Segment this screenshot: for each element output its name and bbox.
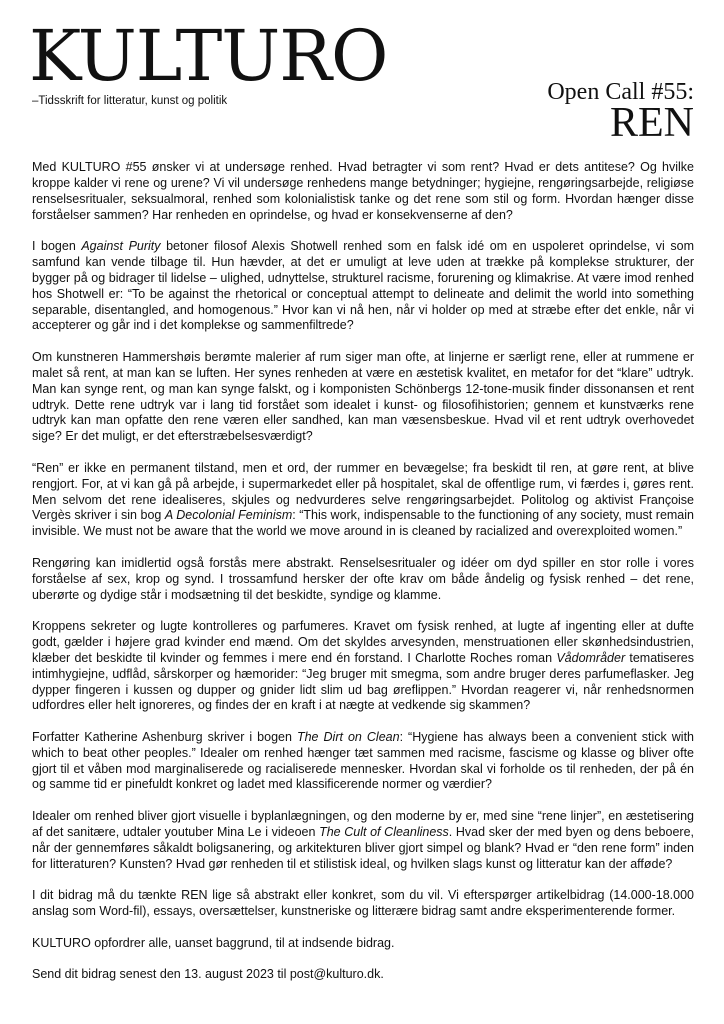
text-segment: Rengøring kan imidlertid også forstås mere abstrakt. Renselsesritualer og idéer om dyd spiller en stor rolle i vores forståelse af sex, krop og synd. I trossamfund hersker der ofte krav om både åndelig og fysisk renhed – det rene, uberørte og dydige står i modsætning til det beskidte, syndige og klamme.: [32, 555, 694, 602]
text-segment: : “Hygiene has always been a convenient stick with which to beat other peoples.” Idealer om renhed hænger tæt sammen med racisme, fascisme og klasse og bliver ofte gjort til et våben mod marginaliserede og racialiserede mennesker. Hvordan skal vi forholde os til renheden, der på én og samme tid er pinefuldt konkret og ladet med klassificerende normer og værdier?: [32, 729, 695, 792]
book-title: Against Purity: [81, 239, 161, 254]
submission-deadline: [32, 967, 694, 983]
text-segment: Kroppens sekreter og lugte kontrolleres og parfumeres. Kravet om fysisk renhed, at lugte af ingenting eller at dufte godt, gælder i højere grad kvinder end mænd. Om det skyldes arvesynden, menstruationen eller skønhedsindustrien, klæber det beskidte til kvinder og femmes i mere end én forstand. I Charlotte Roches roman: [32, 619, 694, 665]
text-segment: Med KULTURO #55 ønsker vi at undersøge renhed. Hvad betragter vi som rent? Hvad er dets antitese? Og hvilke kroppe kalder vi rene og urene? Vi vil undersøge renhedens mange betydninger; hygiejne, rengøringsarbejde, religiøse renselsesritualer, seksualmoral, renhed som kolonialistisk tanke og det rene som stil og form. Hvordan hænger disse forståelser sammen? Har renheden en oprindelse, og hvad er konsekvenserne af den?: [32, 160, 694, 222]
text-segment: “Ren” er ikke en permanent tilstand, men et ord, der rummer en bevægelse; fra beskidt til ren, at gøre rent, at blive rengjort. For, at vi kan gå på arbejde, i supermarkedet eller på hospitalet, skal de offentlige rum, vi færdes i, gøres rent. Men selvom det rene idealiseres, skjules og nedvurderes selve rengøringsarbejdet. Politolog og aktivist Françoise Vergès skriver i sin bog: [32, 460, 694, 523]
text-segment: : “This work, indispensable to the functioning of any society, must remain invisible. We must not be aware that the world we move around in is cleaned by racialized and overexploited women.”: [32, 508, 694, 539]
paragraph: [32, 350, 694, 445]
open-call-theme: REN: [610, 100, 694, 146]
text-segment: Send dit bidrag senest den 13. august 2023 til post@kulturo.dk.: [32, 967, 384, 982]
text-segment: tematiseres intimhygiejne, udflåd, sårskorper og hæmorider: “Jeg bruger mit smegma, som andre bruger deres parfumeflasker. Jeg dypper fingeren i kussen og dupper og gnider lidt slim ud bag øreflippen.” Hvordan reagerer vi, når renhedsnormen udfordres eller helt ignoreres, og findes der en kraft i at nægte at vedkende sig skammen?: [32, 650, 694, 713]
paragraph: [32, 461, 694, 540]
paragraph: [32, 888, 694, 920]
paragraph: [32, 556, 694, 604]
paragraph: [32, 160, 694, 223]
paragraph: [32, 809, 694, 872]
paragraph: [32, 239, 694, 334]
text-segment: KULTURO opfordrer alle, uanset baggrund, til at indsende bidrag.: [32, 935, 395, 950]
video-title: The Cult of Cleanliness: [319, 824, 449, 839]
tagline: –Tidsskrift for litteratur, kunst og politik: [32, 95, 228, 107]
paragraph: [32, 936, 694, 952]
text-segment: Forfatter Katherine Ashenburg skriver i bogen: [32, 729, 297, 744]
book-title: Vådområder: [556, 650, 626, 665]
text-segment: betoner filosof Alexis Shotwell renhed som en falsk idé om en uspoleret oprindelse, vi som samfund kan vende tilbage til. Hun hævder, at det er umuligt at leve uden at trække på komplekse strukturer, der bygger på og bidrager til lidelse – ulighed, udnyttelse, strukturel racisme, forurening og klimakrise. At være imod renhed hos Shotwell er: “To be against the rhetorical or conceptual attempt to delineate and delimit the world into something separable, disentangled, and homogenous.” Hvor kan vi nå hen, når vi holder op med at stræbe efter det enkle, når vi accepterer og går ind i det komplekse og sammenfiltrede?: [32, 239, 694, 333]
body-text: [32, 160, 694, 999]
text-segment: I bogen: [32, 239, 82, 254]
book-title: The Dirt on Clean: [296, 729, 400, 744]
text-segment: . Hvad sker der med byen og dens beboere, når der gennemføres såkaldt boligsanering, og arkitekturen bliver gjort simpel og blank? Hvad er “den rene form” inden for litteraturen? Kunsten? Hvad gør renheden til et stilistisk ideal, og hvilken slags kunst og litteratur kan der afføde?: [32, 824, 694, 871]
text-segment: Idealer om renhed bliver gjort visuelle i byplanlægningen, og den moderne by er, med sine “rene linjer”, en æstetisering af det sanitære, udtaler youtuber Mina Le i videoen: [32, 809, 694, 839]
masthead-logo: KULTURO: [29, 15, 388, 97]
paragraph: [32, 619, 694, 714]
paragraph: [32, 730, 694, 793]
open-call-label: Open Call #55:: [547, 79, 694, 105]
text-segment: I dit bidrag må du tænkte REN lige så abstrakt eller konkret, som du vil. Vi efterspørger artikelbidrag (14.000-18.000 anslag som Word-fil), essays, oversættelser, kunstneriske og litterære bidrag samt andre eksperimenterende former.: [32, 888, 694, 919]
book-title: A Decolonial Feminism: [164, 508, 293, 523]
text-segment: Om kunstneren Hammershøis berømte malerier af rum siger man ofte, at linjerne er særligt rene, eller at rummene er malet så rent, at man kan se luften. Her synes renheden at være en æstetisk kvalitet, en metafor for det “klare” udtryk. Man kan synge rent, og man kan synge falskt, og i komponisten Schönbergs 12-tone-musik finder dissonansen et rent udtryk. Dette rene udtryk var i lang tid forstået som idealet i kunst- og filosofihistorien; gennem et kunstværks rene udtryk kan man opfatte den rene væren eller sandhed, kan man væsensbeskue. Hvad vil et rent udtryk overhovedet sige? Er det muligt, er det efterstræbelsesværdigt?: [32, 349, 694, 444]
